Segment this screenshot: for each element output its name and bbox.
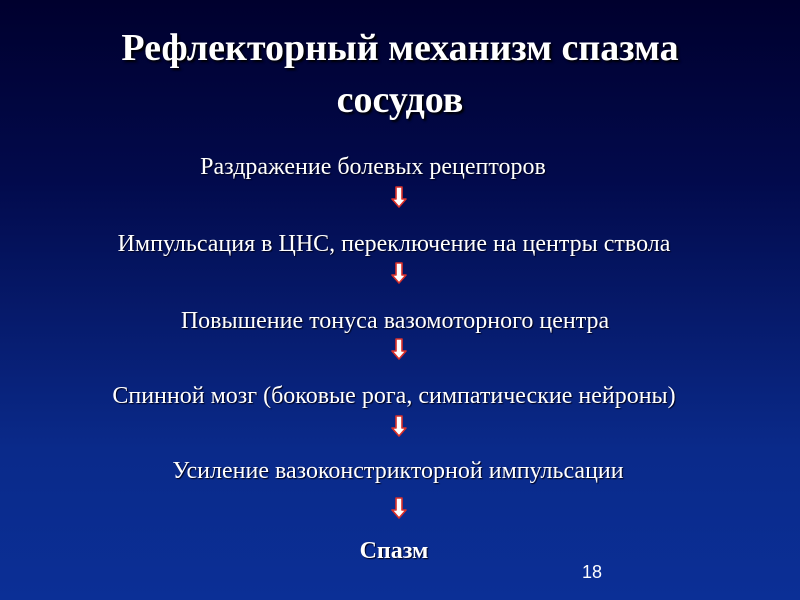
flow-step-spinal-cord: Спинной мозг (боковые рога, симпатические нейроны) (112, 383, 676, 409)
down-arrow-icon (391, 262, 407, 284)
slide-title-line-2: сосудов (336, 79, 464, 121)
down-arrow-icon (391, 338, 407, 360)
flow-step-pain-receptor-irritation: Раздражение болевых рецепторов (200, 154, 546, 180)
slide-title-line-1: Рефлекторный механизм спазма (121, 27, 679, 69)
flow-step-vasomotor-center-tone: Повышение тонуса вазомоторного центра (180, 308, 610, 334)
down-arrow-icon (391, 415, 407, 437)
down-arrow-icon (391, 186, 407, 208)
flow-step-vasoconstrictor-impulse: Усиление вазоконстрикторной импульсации (172, 458, 624, 484)
flow-step-cns-impulse: Импульсация в ЦНС, переключение на центры ствола (117, 231, 671, 257)
slide-title (0, 22, 800, 126)
down-arrow-icon (391, 497, 407, 519)
slide-number: 18 (582, 562, 603, 582)
flow-step-spasm: Спазм (359, 538, 429, 564)
